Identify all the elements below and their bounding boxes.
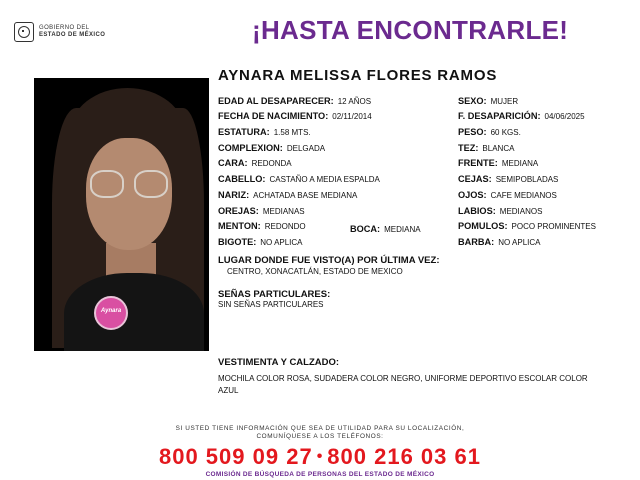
field-cara: CARA: REDONDA [218,158,292,168]
senas-value: SIN SEÑAS PARTICULARES [218,300,324,309]
field-orejas: OREJAS: MEDIANAS [218,206,305,216]
field-tez: TEZ: BLANCA [458,143,515,153]
lugar-label: LUGAR DONDE FUE VISTO(A) POR ÚLTIMA VEZ: [218,255,440,266]
pendant-badge [94,296,128,330]
logo-line-2: ESTADO DE MÉXICO [39,32,106,38]
missing-person-photo [34,78,209,351]
contact-info [0,425,640,441]
field-bigote: BIGOTE: NO APLICA [218,237,303,247]
field-labios: LABIOS: MEDIANOS [458,206,543,216]
field-barba: BARBA: NO APLICA [458,237,541,247]
vestimenta-label: VESTIMENTA Y CALZADO: [218,357,340,368]
state-seal-icon [14,22,34,42]
field-frente: FRENTE: MEDIANA [458,158,539,168]
logo-line-1: GOBIERNO DEL [39,25,90,31]
headline: ¡HASTA ENCONTRARLE! [252,15,569,45]
field-nariz: NARIZ: ACHATADA BASE MEDIANA [218,190,358,200]
field-boca: BOCA: MEDIANA [350,224,421,234]
field-desaparicion: F. DESAPARICIÓN: 04/06/2025 [458,111,585,121]
government-logo [14,22,105,42]
field-nacimiento: FECHA DE NACIMIENTO: 02/11/2014 [218,111,372,121]
field-edad: EDAD AL DESAPARECER: 12 AÑOS [218,96,372,106]
field-pomulos: POMULOS: POCO PROMINENTES [458,221,596,231]
field-cabello: CABELLO: CASTAÑO A MEDIA ESPALDA [218,174,380,184]
field-cejas: CEJAS: SEMIPOBLADAS [458,174,559,184]
phone-2[interactable]: 800 216 03 61 [327,444,481,469]
person-name: AYNARA MELISSA FLORES RAMOS [218,67,498,84]
phone-1[interactable]: 800 509 09 27 [158,444,313,469]
phone-separator: • [316,448,324,465]
field-complexion: COMPLEXION: DELGADA [218,143,326,153]
info-line-1: SI USTED TIENE INFORMACIÓN QUE SEA DE UTILIDAD PARA SU LOCALIZACIÓN, [175,425,465,432]
vestimenta-value: MOCHILA COLOR ROSA, SUDADERA COLOR NEGRO, UNIFORME DEPORTIVO ESCOLAR COLOR AZUL [218,374,588,395]
pendant-text: Aynara [100,308,122,314]
field-estatura: ESTATURA: 1.58 MTS. [218,127,311,137]
info-line-2: COMUNÍQUESE A LOS TELÉFONOS: [256,433,384,440]
phone-numbers [0,444,640,470]
field-sexo: SEXO: MUJER [458,96,519,106]
senas-label: SEÑAS PARTICULARES: [218,289,331,300]
field-menton: MENTON: REDONDO [218,221,306,231]
field-ojos: OJOS: CAFE MEDIANOS [458,190,557,200]
comision-name: COMISIÓN DE BÚSQUEDA DE PERSONAS DEL ESTADO DE MÉXICO [205,471,435,478]
lugar-value: CENTRO, XONACATLÁN, ESTADO DE MEXICO [227,267,403,276]
field-peso: PESO: 60 KGS. [458,127,521,137]
